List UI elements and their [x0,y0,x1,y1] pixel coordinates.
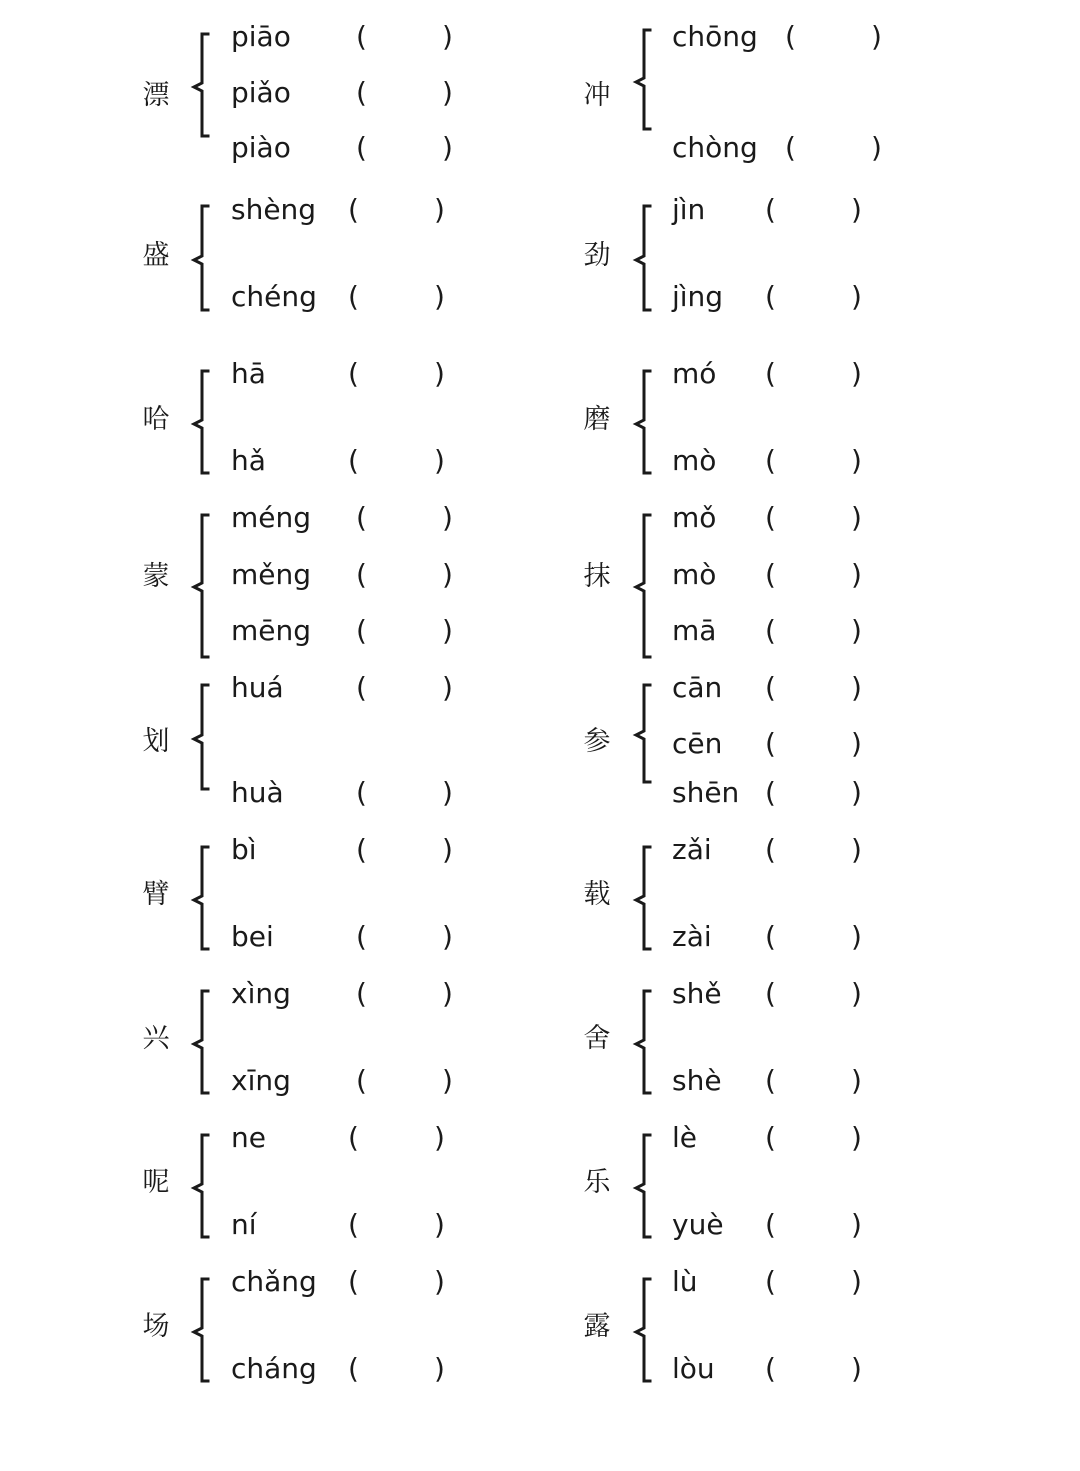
answer-blank-open[interactable]: ( [765,1121,776,1154]
pinyin-reading: shèng [231,193,317,226]
answer-blank-close[interactable]: ) [442,977,453,1010]
answer-blank-close[interactable]: ) [851,501,862,534]
answer-blank-close[interactable]: ) [871,131,882,164]
pinyin-reading: mò [672,444,717,477]
brace-icon [632,513,662,661]
answer-blank-open[interactable]: ( [765,671,776,704]
answer-blank-open[interactable]: ( [765,1352,776,1385]
answer-blank-open[interactable]: ( [785,131,796,164]
pinyin-reading: piào [231,131,291,164]
brace-icon [632,989,662,1099]
pinyin-reading: piǎo [231,76,291,109]
brace-icon [632,1133,662,1243]
pinyin-reading: chéng [231,280,317,313]
group-character: 盛 [142,240,170,271]
answer-blank-close[interactable]: ) [851,280,862,313]
brace-icon [190,989,220,1099]
answer-blank-open[interactable]: ( [765,1265,776,1298]
answer-blank-open[interactable]: ( [356,1064,367,1097]
answer-blank-open[interactable]: ( [356,671,367,704]
answer-blank-close[interactable]: ) [851,193,862,226]
answer-blank-open[interactable]: ( [765,977,776,1010]
group-character: 舍 [583,1023,611,1054]
group-character: 呢 [142,1167,170,1198]
brace-icon [632,369,662,479]
group-character: 露 [583,1311,611,1342]
answer-blank-close[interactable]: ) [434,357,445,390]
pinyin-reading: jìng [672,280,724,313]
brace-icon [190,204,220,316]
brace-icon [190,369,220,479]
answer-blank-open[interactable]: ( [356,833,367,866]
answer-blank-close[interactable]: ) [851,833,862,866]
answer-blank-open[interactable]: ( [356,614,367,647]
pinyin-reading: ní [231,1208,257,1241]
brace-icon [632,204,662,316]
answer-blank-close[interactable]: ) [851,977,862,1010]
answer-blank-close[interactable]: ) [434,193,445,226]
group-character: 臂 [142,879,170,910]
answer-blank-close[interactable]: ) [442,776,453,809]
answer-blank-open[interactable]: ( [765,1208,776,1241]
pinyin-reading: lù [672,1265,698,1298]
answer-blank-open[interactable]: ( [765,193,776,226]
answer-blank-close[interactable]: ) [851,614,862,647]
answer-blank-open[interactable]: ( [765,776,776,809]
answer-blank-close[interactable]: ) [442,501,453,534]
pinyin-reading: shè [672,1064,722,1097]
answer-blank-close[interactable]: ) [434,1265,445,1298]
answer-blank-close[interactable]: ) [851,558,862,591]
answer-blank-close[interactable]: ) [851,1352,862,1385]
pinyin-reading: huà [231,776,284,809]
answer-blank-open[interactable]: ( [356,776,367,809]
answer-blank-open[interactable]: ( [348,280,359,313]
answer-blank-open[interactable]: ( [765,280,776,313]
answer-blank-close[interactable]: ) [851,1121,862,1154]
group-character: 场 [142,1311,170,1342]
answer-blank-open[interactable]: ( [765,558,776,591]
answer-blank-open[interactable]: ( [356,20,367,53]
answer-blank-close[interactable]: ) [851,1265,862,1298]
answer-blank-close[interactable]: ) [851,1208,862,1241]
answer-blank-open[interactable]: ( [765,444,776,477]
group-character: 哈 [142,404,170,435]
brace-icon [190,683,220,795]
group-character: 载 [583,879,611,910]
pinyin-reading: shě [672,977,722,1010]
pinyin-reading: mēng [231,614,312,647]
answer-blank-close[interactable]: ) [434,1208,445,1241]
answer-blank-close[interactable]: ) [442,833,453,866]
pinyin-reading: hǎ [231,444,266,477]
answer-blank-open[interactable]: ( [765,357,776,390]
pinyin-reading: mó [672,357,717,390]
answer-blank-open[interactable]: ( [356,76,367,109]
answer-blank-open[interactable]: ( [765,1064,776,1097]
answer-blank-open[interactable]: ( [348,1121,359,1154]
answer-blank-open[interactable]: ( [348,193,359,226]
answer-blank-close[interactable]: ) [442,131,453,164]
answer-blank-open[interactable]: ( [765,833,776,866]
brace-icon [190,513,220,661]
answer-blank-close[interactable]: ) [434,280,445,313]
answer-blank-open[interactable]: ( [356,977,367,1010]
answer-blank-open[interactable]: ( [765,614,776,647]
answer-blank-close[interactable]: ) [442,558,453,591]
pinyin-reading: zài [672,920,712,953]
answer-blank-close[interactable]: ) [851,444,862,477]
pinyin-reading: mò [672,558,717,591]
answer-blank-open[interactable]: ( [765,501,776,534]
group-character: 兴 [142,1023,170,1054]
answer-blank-close[interactable]: ) [851,727,862,760]
answer-blank-close[interactable]: ) [442,20,453,53]
answer-blank-close[interactable]: ) [851,776,862,809]
answer-blank-open[interactable]: ( [348,1208,359,1241]
group-character: 划 [142,726,170,757]
group-character: 乐 [583,1167,611,1198]
pinyin-reading: huá [231,671,284,704]
brace-icon [190,32,220,142]
answer-blank-close[interactable]: ) [442,614,453,647]
answer-blank-close[interactable]: ) [442,671,453,704]
brace-icon [632,1277,662,1387]
answer-blank-open[interactable]: ( [356,501,367,534]
pinyin-reading: shēn [672,776,740,809]
answer-blank-open[interactable]: ( [765,727,776,760]
answer-blank-open[interactable]: ( [785,20,796,53]
pinyin-reading: hā [231,357,266,390]
pinyin-reading: cēn [672,727,723,760]
answer-blank-open[interactable]: ( [348,444,359,477]
pinyin-reading: xìng [231,977,291,1010]
answer-blank-close[interactable]: ) [434,1352,445,1385]
pinyin-reading: jìn [672,193,706,226]
pinyin-reading: měng [231,558,312,591]
pinyin-reading: mā [672,614,717,647]
answer-blank-close[interactable]: ) [442,920,453,953]
answer-blank-close[interactable]: ) [851,920,862,953]
answer-blank-open[interactable]: ( [356,558,367,591]
answer-blank-open[interactable]: ( [765,920,776,953]
pinyin-reading: mǒ [672,501,717,534]
group-character: 抹 [583,561,611,592]
pinyin-reading: méng [231,501,312,534]
group-character: 劲 [583,240,611,271]
pinyin-reading: piāo [231,20,291,53]
group-character: 磨 [583,404,611,435]
pinyin-reading: lè [672,1121,698,1154]
pinyin-reading: ne [231,1121,266,1154]
group-character: 冲 [583,80,611,111]
group-character: 蒙 [142,561,170,592]
brace-icon [190,1277,220,1387]
pinyin-reading: chǎng [231,1265,317,1298]
pinyin-reading: yuè [672,1208,724,1241]
brace-icon [190,845,220,955]
answer-blank-open[interactable]: ( [348,1352,359,1385]
pinyin-reading: zǎi [672,833,712,866]
answer-blank-close[interactable]: ) [851,1064,862,1097]
pinyin-reading: bei [231,920,274,953]
pinyin-reading: bì [231,833,257,866]
answer-blank-close[interactable]: ) [434,1121,445,1154]
answer-blank-open[interactable]: ( [356,920,367,953]
answer-blank-close[interactable]: ) [851,357,862,390]
brace-icon [632,845,662,955]
answer-blank-close[interactable]: ) [871,20,882,53]
group-character: 漂 [142,80,170,111]
answer-blank-close[interactable]: ) [434,444,445,477]
brace-icon [632,683,662,787]
answer-blank-open[interactable]: ( [356,131,367,164]
pinyin-reading: chòng [672,131,758,164]
pinyin-reading: lòu [672,1352,715,1385]
brace-icon [190,1133,220,1243]
pinyin-reading: chōng [672,20,758,53]
answer-blank-open[interactable]: ( [348,357,359,390]
brace-icon [632,28,662,138]
pinyin-reading: cān [672,671,723,704]
answer-blank-close[interactable]: ) [442,76,453,109]
pinyin-reading: xīng [231,1064,291,1097]
pinyin-reading: cháng [231,1352,317,1385]
answer-blank-close[interactable]: ) [442,1064,453,1097]
answer-blank-open[interactable]: ( [348,1265,359,1298]
group-character: 参 [583,726,611,757]
answer-blank-close[interactable]: ) [851,671,862,704]
